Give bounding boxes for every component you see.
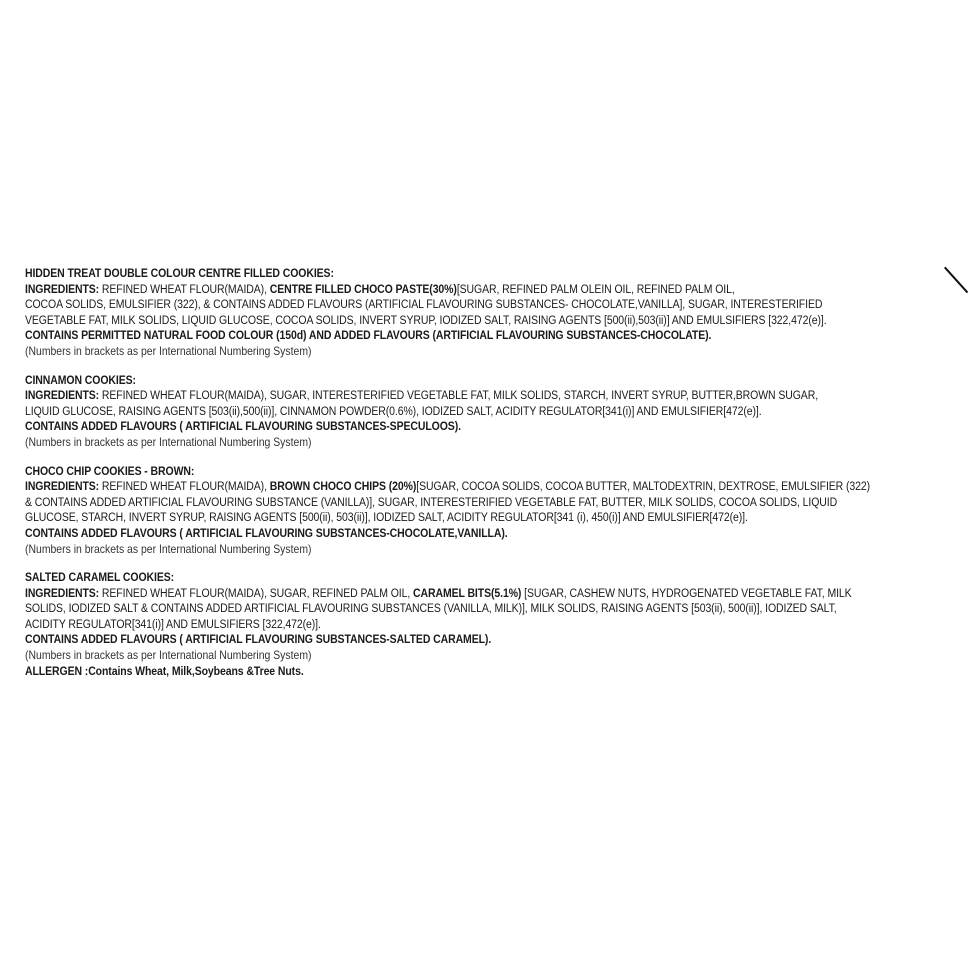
ingredient-line	[25, 632, 840, 648]
product-section	[25, 266, 973, 360]
product-title: CHOCO CHIP COOKIES - BROWN:	[25, 463, 195, 478]
text-segment: SOLIDS, IODIZED SALT & CONTAINS ADDED ARTIFICIAL FLAVOURING SUBSTANCES (VANILLA, MILK)], MILK SOLIDS, RAISING AGENTS [503(ii), 500(ii)], IODIZED SALT,	[25, 601, 837, 616]
ingredient-line	[25, 526, 840, 542]
product-title: HIDDEN TREAT DOUBLE COLOUR CENTRE FILLED COOKIES:	[25, 266, 334, 280]
bold-text-segment: CONTAINS PERMITTED NATURAL FOOD COLOUR (150d) AND ADDED FLAVOURS (ARTIFICIAL FLAVOURING SUBSTANCES-CHOCOLATE).	[25, 328, 712, 343]
ingredient-line	[25, 388, 840, 404]
bold-text-segment: CONTAINS ADDED FLAVOURS ( ARTIFICIAL FLAVOURING SUBSTANCES-SPECULOOS).	[25, 419, 461, 434]
ingredient-line	[25, 495, 840, 511]
ingredient-line	[25, 601, 840, 617]
bold-text-segment: INGREDIENTS:	[25, 281, 100, 296]
bold-text-segment: INGREDIENTS:	[25, 388, 100, 403]
ingredient-line	[25, 585, 852, 602]
ingredient-line	[25, 617, 840, 633]
product-title: CINNAMON COOKIES:	[25, 372, 136, 387]
text-segment: REFINED WHEAT FLOUR(MAIDA), SUGAR, REFINED PALM OIL,	[99, 585, 414, 600]
text-segment: ACIDITY REGULATOR[341(i)] AND EMULSIFIERS [322,472(e)].	[25, 616, 321, 631]
ingredient-line	[25, 328, 840, 344]
text-segment: REFINED WHEAT FLOUR(MAIDA), SUGAR, INTERESTERIFIED VEGETABLE FAT, MILK SOLIDS, STARCH, INVERT SYRUP, BUTTER,BROWN SUGAR,	[99, 388, 819, 403]
bold-text-segment: INGREDIENTS:	[25, 479, 100, 494]
ingredients-label	[25, 266, 973, 692]
bold-text-segment: CENTRE FILLED CHOCO PASTE(30%)	[269, 281, 457, 296]
text-segment: REFINED WHEAT FLOUR(MAIDA),	[99, 479, 270, 494]
bold-text-segment: BROWN CHOCO CHIPS (20%)	[269, 479, 417, 494]
bold-text-segment: CONTAINS ADDED FLAVOURS ( ARTIFICIAL FLAVOURING SUBSTANCES-CHOCOLATE,VANILLA).	[25, 525, 508, 540]
bold-text-segment: CONTAINS ADDED FLAVOURS ( ARTIFICIAL FLAVOURING SUBSTANCES-SALTED CARAMEL).	[25, 632, 492, 647]
ingredient-line	[25, 510, 840, 526]
numbering-note: (Numbers in brackets as per International Numbering System)	[25, 344, 312, 358]
numbering-note: (Numbers in brackets as per International Numbering System)	[25, 649, 312, 663]
text-segment: LIQUID GLUCOSE, RAISING AGENTS [503(ii),500(ii)], CINNAMON POWDER(0.6%), IODIZED SALT, ACIDITY REGULATOR[341(i)] AND EMULSIFIER[472(e)].	[25, 403, 762, 418]
text-segment: [SUGAR, REFINED PALM OLEIN OIL, REFINED PALM OIL,	[456, 281, 735, 296]
product-section	[25, 570, 973, 679]
ingredient-line	[25, 479, 871, 495]
text-segment: [SUGAR, COCOA SOLIDS, COCOA BUTTER, MALTODEXTRIN, DEXTROSE, EMULSIFIER (322)	[416, 479, 871, 494]
text-segment: & CONTAINS ADDED ARTIFICIAL FLAVOURING SUBSTANCE (VANILLA)], SUGAR, INTERESTERIFIED VEGETABLE FAT, BUTTER, MILK SOLIDS, COCOA SOLIDS, LIQUID	[25, 494, 838, 509]
product-section	[25, 373, 973, 451]
product-section	[25, 464, 973, 558]
ingredient-line	[25, 297, 840, 313]
numbering-note: (Numbers in brackets as per International Numbering System)	[25, 542, 312, 556]
ingredient-line	[25, 282, 840, 298]
numbering-note: (Numbers in brackets as per International Numbering System)	[25, 435, 312, 449]
ingredient-line	[25, 404, 840, 420]
text-segment: COCOA SOLIDS, EMULSIFIER (322), & CONTAINS ADDED FLAVOURS (ARTIFICIAL FLAVOURING SUBSTANCES- CHOCOLATE,VANILLA], SUGAR, INTERESTERIFIED	[25, 297, 823, 312]
allergen-statement: ALLERGEN :Contains Wheat, Milk,Soybeans &Tree Nuts.	[25, 663, 304, 678]
bold-text-segment: INGREDIENTS:	[25, 585, 100, 600]
bold-text-segment: CARAMEL BITS(5.1%)	[413, 585, 522, 600]
text-segment: [SUGAR, CASHEW NUTS, HYDROGENATED VEGETABLE FAT, MILK	[521, 585, 852, 600]
text-segment: REFINED WHEAT FLOUR(MAIDA),	[99, 281, 270, 296]
ingredient-line	[25, 419, 840, 435]
text-segment: GLUCOSE, STARCH, INVERT SYRUP, RAISING AGENTS [500(ii), 503(ii)], IODIZED SALT, ACIDITY REGULATOR[341 (i), 450(i)] AND EMULSIFIER[472(e)].	[25, 510, 748, 525]
product-title: SALTED CARAMEL COOKIES:	[25, 570, 175, 585]
text-segment: VEGETABLE FAT, MILK SOLIDS, LIQUID GLUCOSE, COCOA SOLIDS, INVERT SYRUP, IODIZED SALT, RAISING AGENTS [500(ii),503(ii)] AND EMULSIFIERS [322,472(e)].	[25, 312, 827, 327]
ingredient-line	[25, 313, 840, 329]
